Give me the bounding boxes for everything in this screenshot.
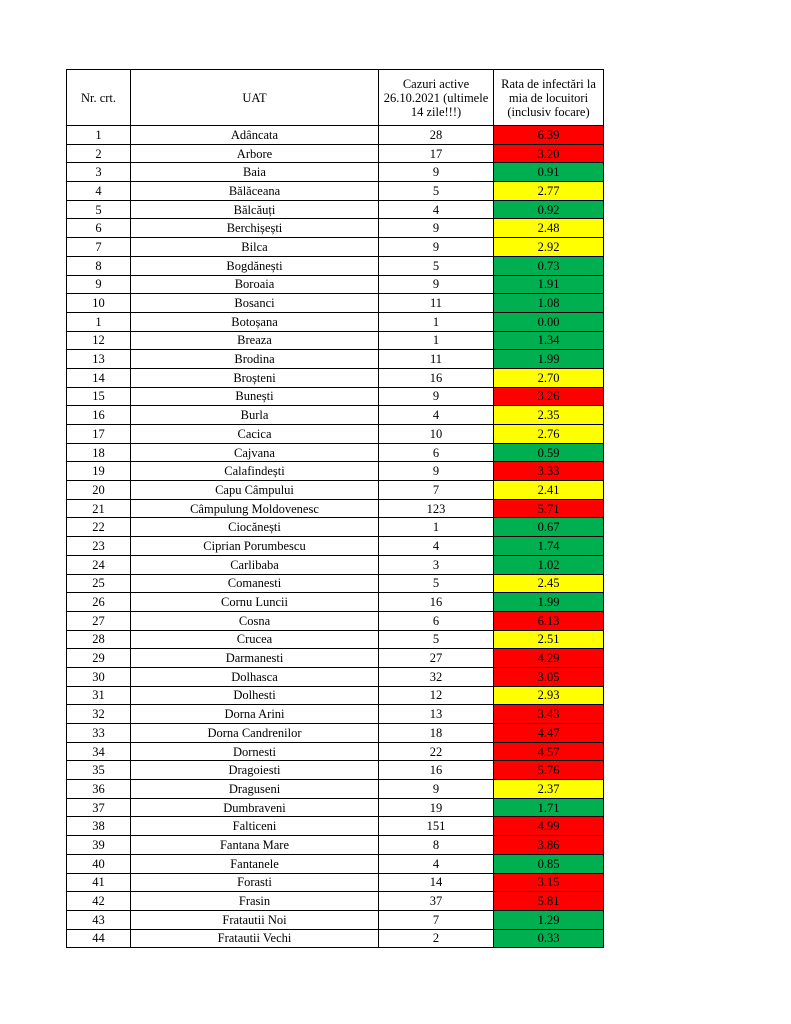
row-cases-cell: 16: [379, 368, 494, 387]
row-nr-cell: 36: [67, 780, 131, 799]
row-rate-cell: 5.76: [494, 761, 604, 780]
table-row: [67, 574, 604, 593]
row-nr-cell: 9: [67, 275, 131, 294]
row-uat-cell: Breaza: [131, 331, 379, 350]
row-uat-cell: Cajvana: [131, 443, 379, 462]
row-rate-cell: 0.91: [494, 163, 604, 182]
table-row: [67, 312, 604, 331]
table-row: [67, 537, 604, 556]
row-cases-cell: 9: [379, 219, 494, 238]
row-rate-cell: 6.13: [494, 611, 604, 630]
row-cases-cell: 16: [379, 761, 494, 780]
row-nr-cell: 5: [67, 200, 131, 219]
row-nr-cell: 40: [67, 854, 131, 873]
row-rate-cell: 5.71: [494, 499, 604, 518]
row-uat-cell: Dumbraveni: [131, 798, 379, 817]
table-row: [67, 518, 604, 537]
row-uat-cell: Bălăceana: [131, 182, 379, 201]
table-row: [67, 705, 604, 724]
table-row: [67, 499, 604, 518]
row-cases-cell: 2: [379, 929, 494, 948]
table-row: [67, 256, 604, 275]
row-nr-cell: 20: [67, 481, 131, 500]
row-uat-cell: Falticeni: [131, 817, 379, 836]
table-row: [67, 387, 604, 406]
row-rate-cell: 4.99: [494, 817, 604, 836]
row-rate-cell: 2.92: [494, 238, 604, 257]
row-nr-cell: 43: [67, 910, 131, 929]
row-cases-cell: 13: [379, 705, 494, 724]
row-nr-cell: 32: [67, 705, 131, 724]
table-row: [67, 126, 604, 145]
row-uat-cell: Câmpulung Moldovenesc: [131, 499, 379, 518]
row-cases-cell: 3: [379, 555, 494, 574]
table-body: [67, 126, 604, 948]
row-uat-cell: Dorna Arini: [131, 705, 379, 724]
row-cases-cell: 9: [379, 387, 494, 406]
row-cases-cell: 1: [379, 312, 494, 331]
row-nr-cell: 38: [67, 817, 131, 836]
row-rate-cell: 2.93: [494, 686, 604, 705]
row-uat-cell: Bilca: [131, 238, 379, 257]
table-row: [67, 294, 604, 313]
table-row: [67, 836, 604, 855]
row-cases-cell: 9: [379, 163, 494, 182]
row-uat-cell: Bunești: [131, 387, 379, 406]
table-row: [67, 462, 604, 481]
row-cases-cell: 5: [379, 630, 494, 649]
row-uat-cell: Botoșana: [131, 312, 379, 331]
row-rate-cell: 2.41: [494, 481, 604, 500]
row-nr-cell: 23: [67, 537, 131, 556]
table-row: [67, 163, 604, 182]
header-uat: UAT: [131, 70, 379, 126]
row-nr-cell: 29: [67, 649, 131, 668]
row-uat-cell: Frasin: [131, 892, 379, 911]
table-row: [67, 611, 604, 630]
row-cases-cell: 18: [379, 724, 494, 743]
row-cases-cell: 4: [379, 200, 494, 219]
row-nr-cell: 28: [67, 630, 131, 649]
row-rate-cell: 2.37: [494, 780, 604, 799]
table-row: [67, 331, 604, 350]
row-rate-cell: 0.85: [494, 854, 604, 873]
header-nr: Nr. crt.: [67, 70, 131, 126]
row-rate-cell: 1.08: [494, 294, 604, 313]
table-row: [67, 798, 604, 817]
row-rate-cell: 0.00: [494, 312, 604, 331]
row-nr-cell: 16: [67, 406, 131, 425]
table-row: [67, 910, 604, 929]
row-uat-cell: Arbore: [131, 144, 379, 163]
table-row: [67, 667, 604, 686]
row-uat-cell: Dolhesti: [131, 686, 379, 705]
row-cases-cell: 9: [379, 462, 494, 481]
row-rate-cell: 2.70: [494, 368, 604, 387]
row-rate-cell: 1.91: [494, 275, 604, 294]
row-uat-cell: Cosna: [131, 611, 379, 630]
table-row: [67, 593, 604, 612]
row-nr-cell: 15: [67, 387, 131, 406]
row-uat-cell: Adâncata: [131, 126, 379, 145]
table-row: [67, 761, 604, 780]
row-rate-cell: 0.67: [494, 518, 604, 537]
row-cases-cell: 7: [379, 910, 494, 929]
row-cases-cell: 123: [379, 499, 494, 518]
row-rate-cell: 0.33: [494, 929, 604, 948]
row-rate-cell: 3.86: [494, 836, 604, 855]
row-uat-cell: Capu Câmpului: [131, 481, 379, 500]
row-rate-cell: 2.51: [494, 630, 604, 649]
header-rate: Rata de infectări la mia de locuitori (inclusiv focare): [494, 70, 604, 126]
row-nr-cell: 24: [67, 555, 131, 574]
row-cases-cell: 9: [379, 275, 494, 294]
row-uat-cell: Forasti: [131, 873, 379, 892]
row-cases-cell: 11: [379, 350, 494, 369]
row-uat-cell: Brodina: [131, 350, 379, 369]
row-rate-cell: 2.76: [494, 425, 604, 444]
row-nr-cell: 44: [67, 929, 131, 948]
table-row: [67, 144, 604, 163]
row-uat-cell: Darmanesti: [131, 649, 379, 668]
row-nr-cell: 10: [67, 294, 131, 313]
row-nr-cell: 13: [67, 350, 131, 369]
row-nr-cell: 35: [67, 761, 131, 780]
row-cases-cell: 8: [379, 836, 494, 855]
table-row: [67, 219, 604, 238]
row-uat-cell: Carlibaba: [131, 555, 379, 574]
row-rate-cell: 0.59: [494, 443, 604, 462]
row-cases-cell: 12: [379, 686, 494, 705]
row-nr-cell: 12: [67, 331, 131, 350]
row-cases-cell: 14: [379, 873, 494, 892]
row-cases-cell: 1: [379, 331, 494, 350]
row-cases-cell: 9: [379, 780, 494, 799]
row-rate-cell: 1.02: [494, 555, 604, 574]
row-uat-cell: Cornu Luncii: [131, 593, 379, 612]
row-nr-cell: 6: [67, 219, 131, 238]
row-cases-cell: 5: [379, 256, 494, 275]
table-row: [67, 406, 604, 425]
table-row: [67, 182, 604, 201]
row-cases-cell: 19: [379, 798, 494, 817]
row-uat-cell: Crucea: [131, 630, 379, 649]
row-rate-cell: 0.92: [494, 200, 604, 219]
row-uat-cell: Fantanele: [131, 854, 379, 873]
row-nr-cell: 39: [67, 836, 131, 855]
row-nr-cell: 26: [67, 593, 131, 612]
row-rate-cell: 3.15: [494, 873, 604, 892]
row-rate-cell: 3.43: [494, 705, 604, 724]
row-nr-cell: 25: [67, 574, 131, 593]
row-cases-cell: 151: [379, 817, 494, 836]
table-row: [67, 200, 604, 219]
table-row: [67, 873, 604, 892]
row-nr-cell: 31: [67, 686, 131, 705]
header-cases: Cazuri active 26.10.2021 (ultimele 14 zile!!!): [379, 70, 494, 126]
row-nr-cell: 19: [67, 462, 131, 481]
row-rate-cell: 1.29: [494, 910, 604, 929]
table-row: [67, 854, 604, 873]
row-cases-cell: 10: [379, 425, 494, 444]
table-row: [67, 350, 604, 369]
row-nr-cell: 4: [67, 182, 131, 201]
infection-rate-table: [66, 69, 604, 948]
row-nr-cell: 14: [67, 368, 131, 387]
row-cases-cell: 22: [379, 742, 494, 761]
row-rate-cell: 1.34: [494, 331, 604, 350]
row-cases-cell: 4: [379, 854, 494, 873]
row-rate-cell: 1.74: [494, 537, 604, 556]
table-row: [67, 929, 604, 948]
row-uat-cell: Fantana Mare: [131, 836, 379, 855]
row-uat-cell: Draguseni: [131, 780, 379, 799]
row-uat-cell: Berchișești: [131, 219, 379, 238]
row-uat-cell: Dolhasca: [131, 667, 379, 686]
row-rate-cell: 3.05: [494, 667, 604, 686]
row-uat-cell: Dorna Candrenilor: [131, 724, 379, 743]
table-row: [67, 481, 604, 500]
row-nr-cell: 34: [67, 742, 131, 761]
row-rate-cell: 1.71: [494, 798, 604, 817]
row-rate-cell: 2.77: [494, 182, 604, 201]
table-row: [67, 686, 604, 705]
row-rate-cell: 4.57: [494, 742, 604, 761]
row-nr-cell: 18: [67, 443, 131, 462]
row-uat-cell: Dragoiesti: [131, 761, 379, 780]
row-rate-cell: 2.45: [494, 574, 604, 593]
row-nr-cell: 7: [67, 238, 131, 257]
table-row: [67, 368, 604, 387]
table-row: [67, 630, 604, 649]
row-cases-cell: 5: [379, 574, 494, 593]
row-rate-cell: 0.73: [494, 256, 604, 275]
row-nr-cell: 17: [67, 425, 131, 444]
row-nr-cell: 42: [67, 892, 131, 911]
table-row: [67, 742, 604, 761]
table-row: [67, 649, 604, 668]
row-uat-cell: Dornesti: [131, 742, 379, 761]
row-uat-cell: Bosanci: [131, 294, 379, 313]
row-uat-cell: Bălcăuți: [131, 200, 379, 219]
row-uat-cell: Fratautii Noi: [131, 910, 379, 929]
row-rate-cell: 2.35: [494, 406, 604, 425]
table-row: [67, 892, 604, 911]
row-cases-cell: 37: [379, 892, 494, 911]
table-row: [67, 724, 604, 743]
row-cases-cell: 5: [379, 182, 494, 201]
row-rate-cell: 6.39: [494, 126, 604, 145]
row-cases-cell: 16: [379, 593, 494, 612]
row-uat-cell: Burla: [131, 406, 379, 425]
table-header: [67, 70, 604, 126]
row-rate-cell: 3.20: [494, 144, 604, 163]
row-rate-cell: 1.99: [494, 350, 604, 369]
row-nr-cell: 41: [67, 873, 131, 892]
table-row: [67, 443, 604, 462]
row-cases-cell: 11: [379, 294, 494, 313]
row-nr-cell: 33: [67, 724, 131, 743]
row-cases-cell: 7: [379, 481, 494, 500]
row-cases-cell: 4: [379, 537, 494, 556]
row-uat-cell: Ciprian Porumbescu: [131, 537, 379, 556]
row-rate-cell: 4.47: [494, 724, 604, 743]
row-rate-cell: 3.33: [494, 462, 604, 481]
row-uat-cell: Baia: [131, 163, 379, 182]
row-rate-cell: 2.48: [494, 219, 604, 238]
row-nr-cell: 3: [67, 163, 131, 182]
row-uat-cell: Fratautii Vechi: [131, 929, 379, 948]
row-cases-cell: 27: [379, 649, 494, 668]
row-cases-cell: 9: [379, 238, 494, 257]
row-cases-cell: 17: [379, 144, 494, 163]
row-nr-cell: 27: [67, 611, 131, 630]
row-nr-cell: 30: [67, 667, 131, 686]
table-row: [67, 425, 604, 444]
row-cases-cell: 6: [379, 611, 494, 630]
row-uat-cell: Comanesti: [131, 574, 379, 593]
header-row: [67, 70, 604, 126]
row-nr-cell: 1: [67, 312, 131, 331]
row-rate-cell: 1.99: [494, 593, 604, 612]
table-row: [67, 817, 604, 836]
table-row: [67, 555, 604, 574]
row-rate-cell: 3.26: [494, 387, 604, 406]
table-row: [67, 780, 604, 799]
row-rate-cell: 4.29: [494, 649, 604, 668]
row-nr-cell: 21: [67, 499, 131, 518]
row-uat-cell: Broșteni: [131, 368, 379, 387]
row-uat-cell: Boroaia: [131, 275, 379, 294]
row-uat-cell: Cacica: [131, 425, 379, 444]
row-nr-cell: 37: [67, 798, 131, 817]
row-nr-cell: 8: [67, 256, 131, 275]
table-row: [67, 238, 604, 257]
row-cases-cell: 1: [379, 518, 494, 537]
row-cases-cell: 32: [379, 667, 494, 686]
row-nr-cell: 22: [67, 518, 131, 537]
row-rate-cell: 5.81: [494, 892, 604, 911]
table-row: [67, 275, 604, 294]
row-cases-cell: 28: [379, 126, 494, 145]
row-cases-cell: 4: [379, 406, 494, 425]
row-uat-cell: Bogdănești: [131, 256, 379, 275]
row-uat-cell: Ciocănești: [131, 518, 379, 537]
row-uat-cell: Calafindești: [131, 462, 379, 481]
row-nr-cell: 1: [67, 126, 131, 145]
row-cases-cell: 6: [379, 443, 494, 462]
row-nr-cell: 2: [67, 144, 131, 163]
